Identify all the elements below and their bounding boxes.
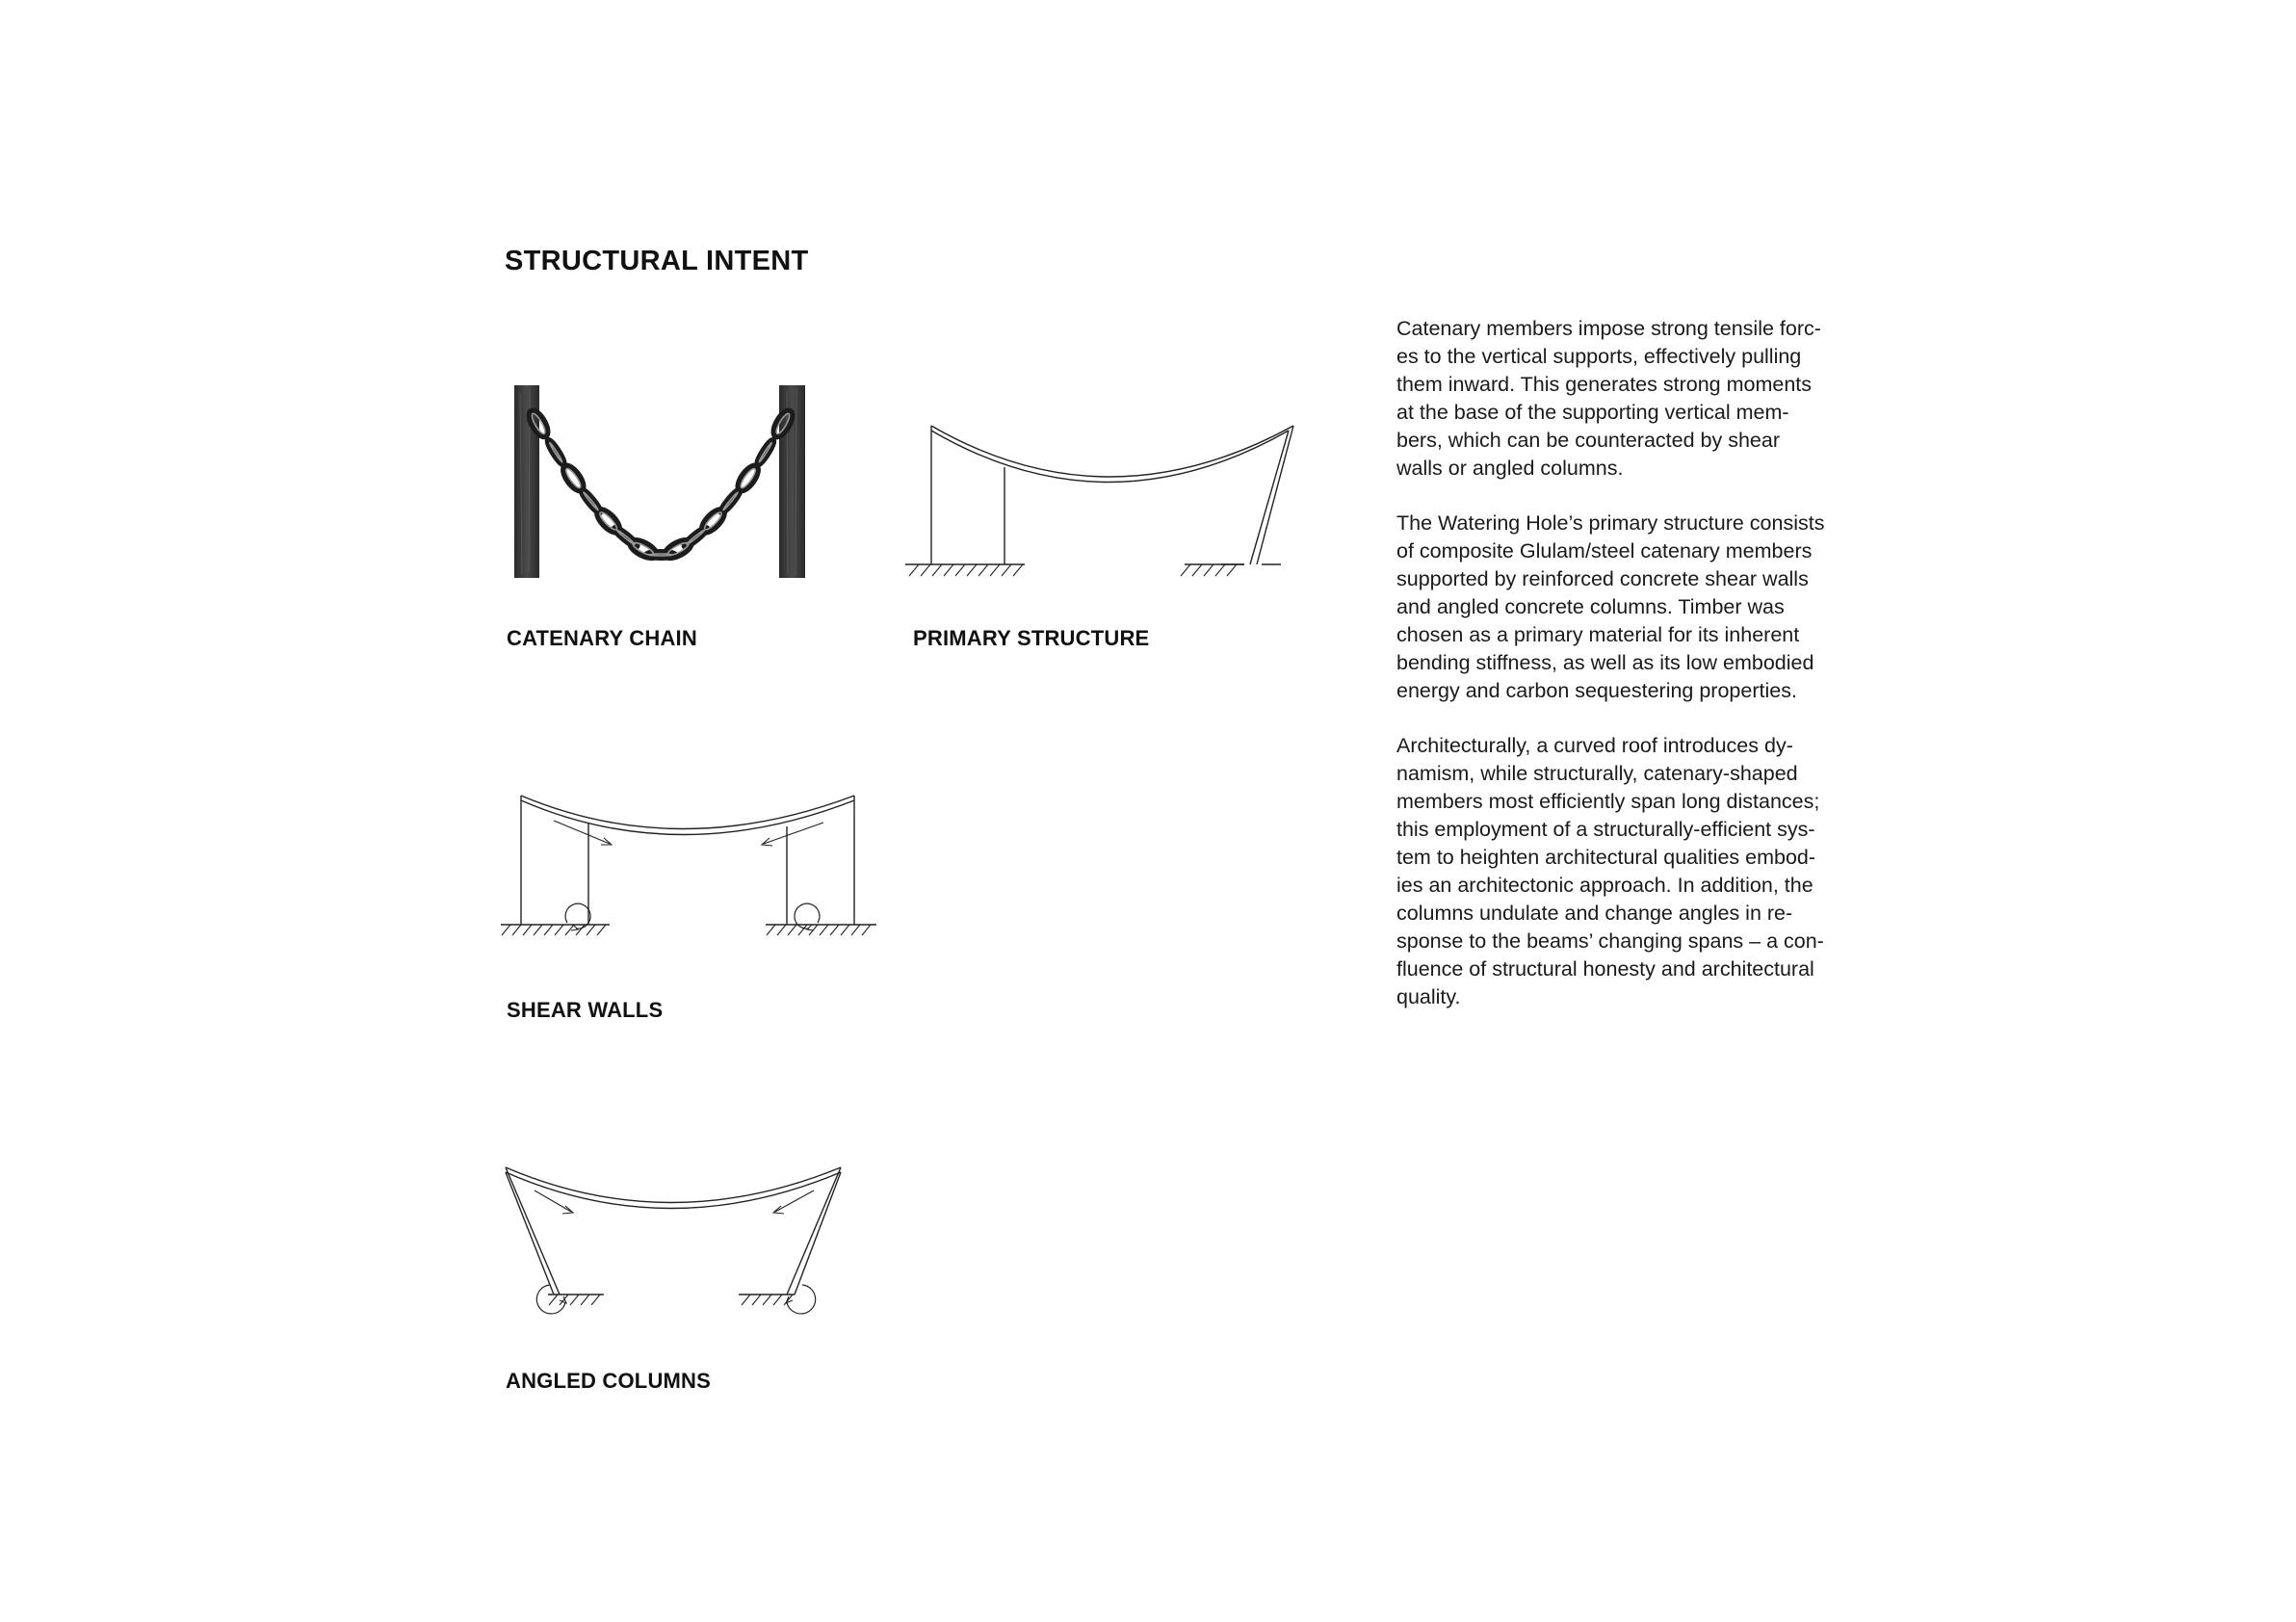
catenary-roof-icon [896, 414, 1300, 583]
shear-walls-caption: SHEAR WALLS [507, 998, 664, 1022]
primary-structure-caption: PRIMARY STRUCTURE [913, 626, 1150, 650]
chain-link [546, 438, 566, 466]
chain-between-posts-icon [509, 383, 817, 584]
description-text [1396, 315, 1849, 1038]
angled-columns-figure [496, 1156, 862, 1324]
chain-link [735, 463, 762, 494]
chain-link [755, 438, 775, 466]
catenary-chain-caption: CATENARY CHAIN [507, 626, 697, 650]
shear-walls-figure [496, 788, 881, 947]
angled-columns-caption: ANGLED COLUMNS [506, 1369, 712, 1393]
shear-walls-icon [496, 788, 881, 947]
page-title: STRUCTURAL INTENT [505, 246, 809, 276]
paragraph-3: Architecturally, a curved roof introduces dy- namism, while structurally, catenary-shaped members most efficiently span long distances; this employment of a structurally-efficient sys- tem to heighten architectural qualities embod- ies an architectonic approach. In addition, the columns undulate and change angles in re- sponse to the beams’ changing spans – a con- fluence of structural honesty and architectural quality. [1396, 734, 1824, 1008]
catenary-chain-figure [509, 383, 817, 584]
paragraph-1: Catenary members impose strong tensile forc- es to the vertical supports, effectively pulling them inward. This generates strong moments at the base of the supporting vertical mem- bers, which can be counteracted by shear walls or angled columns. [1396, 317, 1821, 480]
paragraph-2: The Watering Hole’s primary structure consists of composite Glulam/steel catenary members supported by reinforced concrete shear walls and angled concrete columns. Timber was chosen as a primary material for its inherent bending stiffness, as well as its low embodied energy and carbon sequestering properties. [1396, 511, 1825, 702]
primary-structure-figure [896, 414, 1300, 583]
angled-columns-icon [496, 1156, 862, 1324]
